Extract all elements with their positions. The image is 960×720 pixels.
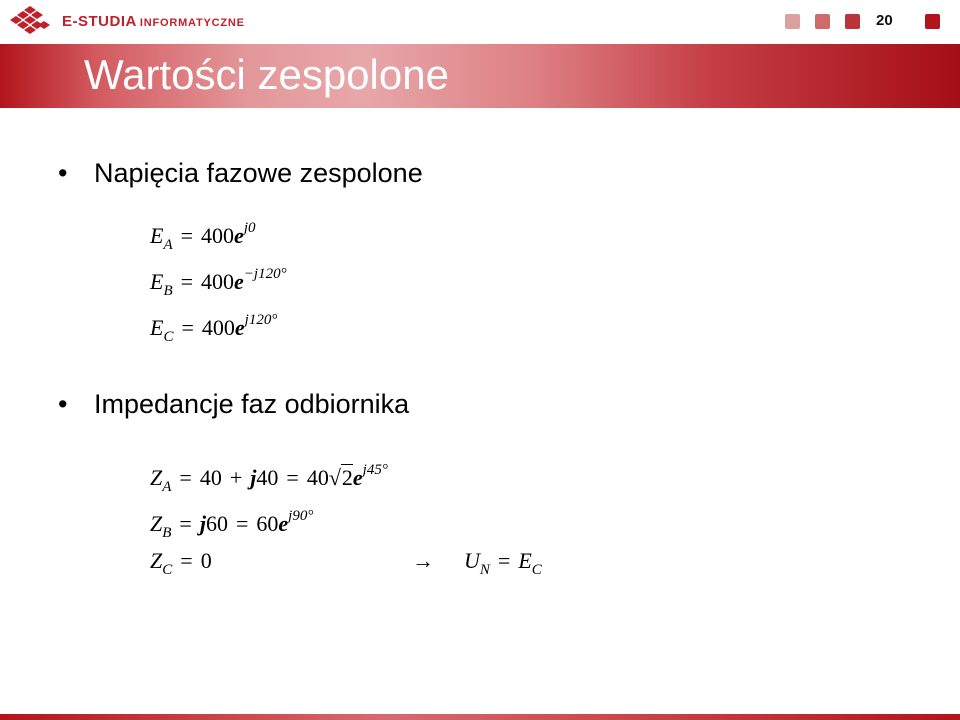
footer-line: [0, 714, 960, 720]
brand-sub: INFORMATYCZNE: [139, 17, 245, 29]
brand-main: E-STUDIA: [62, 13, 137, 30]
bullet-impedances: [58, 389, 409, 420]
equation-zc: $Z_C = 0$ → $U_N = E_C$: [150, 548, 542, 578]
header-square-3: [845, 14, 860, 29]
equation-za: $Z_A = 40 + j40 = 40√2e^{j45^\circ}$: [150, 462, 388, 495]
brand-name: [62, 13, 245, 31]
bullet-phase-voltages: [58, 158, 423, 189]
bullet-dot: •: [58, 389, 68, 419]
equation-zb: $Z_B = j60 = 60e^{j90^\circ}$: [150, 508, 314, 541]
bullet-dot: •: [58, 158, 68, 188]
neutral-voltage-expression: $U_N = E_C$: [464, 548, 542, 578]
header-square-1: [785, 14, 800, 29]
header-square-2: [815, 14, 830, 29]
page-number: 20: [876, 12, 893, 29]
equation-ea: $E_A = 400e^{j0}$: [150, 220, 256, 253]
slide-title: Wartości zespolone: [84, 51, 449, 98]
bullet-text: Napięcia fazowe zespolone: [94, 158, 423, 188]
implies-arrow: →: [412, 548, 434, 573]
equation-ec: $E_C = 400e^{j120^\circ}$: [150, 312, 278, 345]
equation-eb: $E_B = 400e^{-j120^\circ}$: [150, 266, 287, 299]
bullet-text: Impedancje faz odbiornika: [94, 389, 410, 419]
estudia-logo-icon: [10, 4, 50, 38]
header-square-4: [925, 14, 940, 29]
